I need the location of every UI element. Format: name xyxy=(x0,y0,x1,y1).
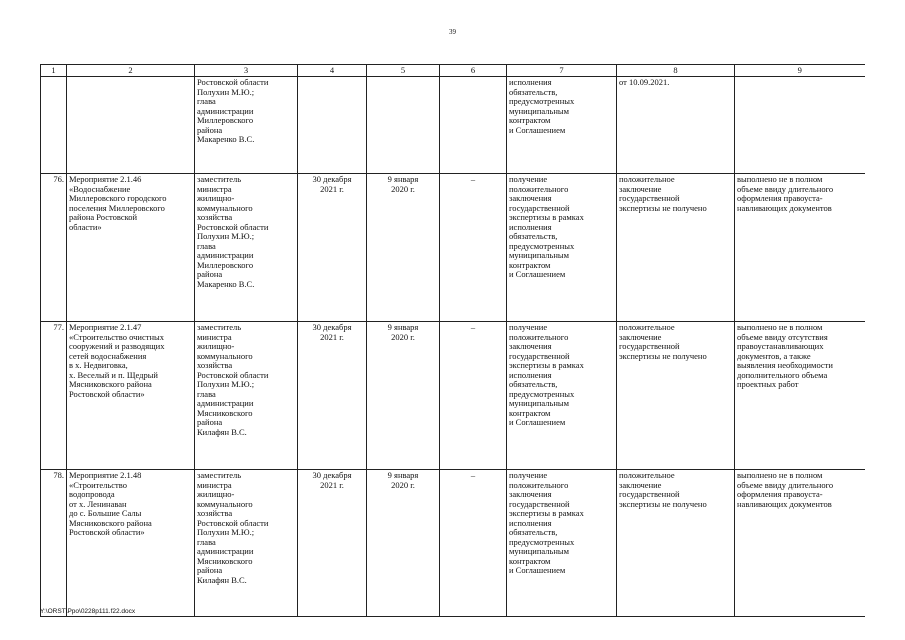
cell-line: государственной xyxy=(509,350,570,361)
page-number: 39 xyxy=(449,28,456,36)
cell-line: положительного xyxy=(509,479,569,490)
cell-line: обязательств, xyxy=(509,231,558,241)
cell-line: и Соглашением xyxy=(509,269,566,279)
cell-planned-date xyxy=(298,174,367,322)
cell-line: выявления необходимости xyxy=(737,360,833,370)
cell-num: 78. xyxy=(41,470,67,617)
table-row xyxy=(41,174,865,322)
cell-line: объеме ввиду отсутствия xyxy=(737,331,828,342)
cell-line: Мясниковского xyxy=(197,555,253,566)
cell-line: контрактом xyxy=(509,115,551,125)
cell-line: жилищно- xyxy=(197,341,235,351)
cell-line: Ростовской области xyxy=(197,517,269,528)
cell-line: муниципальным xyxy=(509,250,569,260)
cell-line: государственной xyxy=(509,202,570,213)
cell-line: документов, а также xyxy=(737,350,811,361)
cell-line: 2020 г. xyxy=(391,183,415,194)
cell-line: навливающих документов xyxy=(737,202,832,213)
cell-line: министра xyxy=(197,479,232,490)
cell-line: 2021 г. xyxy=(320,479,344,490)
cell-line: контрактом xyxy=(509,407,551,418)
cell-status xyxy=(617,77,735,174)
column-header: 3 xyxy=(195,65,298,77)
cell-line: администрации xyxy=(197,250,254,260)
cell-line: предусмотренных xyxy=(509,240,575,251)
column-header: 1 xyxy=(41,65,67,77)
cell-line: заключение xyxy=(619,479,662,490)
cell-line: муниципальным xyxy=(509,546,569,556)
cell-line: дополнительного объема xyxy=(737,369,828,380)
cell-line: администрации xyxy=(197,398,254,408)
cell-line: заместитель xyxy=(197,174,242,184)
cell-planned-date xyxy=(298,77,367,174)
cell-line: 2020 г. xyxy=(391,331,415,342)
cell-result xyxy=(507,470,617,617)
cell-status xyxy=(617,174,735,322)
cell-line: положительное xyxy=(619,322,675,332)
cell-col6 xyxy=(440,77,507,174)
cell-num xyxy=(41,77,67,174)
cell-line: Миллеровского xyxy=(197,259,254,270)
cell-line: положительное xyxy=(619,470,675,480)
cell-line: государственной xyxy=(619,489,680,499)
cell-line: Макаренко В.С. xyxy=(197,134,255,144)
cell-col6: – xyxy=(440,322,507,470)
cell-line: министра xyxy=(197,331,232,342)
cell-line: администрации xyxy=(197,546,254,556)
cell-line: водопровода xyxy=(69,489,115,499)
cell-line: обязательств, xyxy=(509,527,558,537)
cell-line: х. Веселый и п. Щедрый xyxy=(69,369,158,380)
cell-actual-date xyxy=(367,322,440,470)
cell-line: 9 января xyxy=(387,322,419,332)
cell-line: заключение xyxy=(619,331,662,342)
cell-line: исполнения xyxy=(509,517,552,528)
table-row-continuation xyxy=(41,77,865,174)
cell-line: предусмотренных xyxy=(509,96,575,106)
cell-line: получение xyxy=(509,174,548,184)
column-header: 6 xyxy=(440,65,507,77)
cell-line: положительного xyxy=(509,331,569,342)
cell-line: и Соглашением xyxy=(509,565,566,575)
cell-line: «Водоснабжение xyxy=(69,183,131,194)
cell-line: заключения xyxy=(509,193,552,203)
column-header: 7 xyxy=(507,65,617,77)
table-row xyxy=(41,470,865,617)
cell-line: глава xyxy=(197,388,216,399)
cell-line: экспертизы не получено xyxy=(619,350,707,361)
cell-line: положительное xyxy=(619,174,675,184)
cell-line: области» xyxy=(69,221,102,232)
cell-line: обязательств, xyxy=(509,379,558,389)
cell-note xyxy=(735,322,865,470)
cell-line: объеме ввиду длительного xyxy=(737,479,834,490)
cell-line: и Соглашением xyxy=(509,124,566,135)
cell-note xyxy=(735,174,865,322)
cell-line: и Соглашением xyxy=(509,417,566,427)
cell-line: Мясниковского xyxy=(197,407,253,418)
cell-line: получение xyxy=(509,322,548,332)
cell-planned-date xyxy=(298,322,367,470)
cell-name xyxy=(67,77,195,174)
cell-line: Ростовской области xyxy=(197,369,269,380)
cell-line: Полухин М.Ю.; xyxy=(197,86,255,97)
cell-line: глава xyxy=(197,240,216,251)
cell-line: Килафян В.С. xyxy=(197,574,247,585)
cell-actual-date xyxy=(367,470,440,617)
cell-num: 76. xyxy=(41,174,67,322)
cell-line: экспертизы не получено xyxy=(619,202,707,213)
cell-line: Ростовской области xyxy=(197,221,269,232)
cell-line: «Строительство xyxy=(69,479,127,490)
cell-executor xyxy=(195,174,298,322)
cell-line: Ростовской области xyxy=(197,77,269,87)
cell-line: Мероприятие 2.1.48 xyxy=(69,470,142,480)
cell-line: Мероприятие 2.1.46 xyxy=(69,174,142,184)
cell-line: предусмотренных xyxy=(509,388,575,399)
cell-line: Килафян В.С. xyxy=(197,426,247,437)
cell-line: исполнения xyxy=(509,369,552,380)
cell-actual-date xyxy=(367,174,440,322)
cell-line: 2021 г. xyxy=(320,183,344,194)
cell-line: оформления правоуста- xyxy=(737,489,823,499)
cell-line: проектных работ xyxy=(737,379,799,389)
cell-line: Полухин М.Ю.; xyxy=(197,379,255,389)
cell-line: Полухин М.Ю.; xyxy=(197,527,255,537)
cell-line: глава xyxy=(197,96,216,106)
footer-file-path: Y:\ORST\Ppo\0228p111.f22.docx xyxy=(40,608,136,615)
cell-line: Миллеровского городского xyxy=(69,193,167,203)
cell-executor xyxy=(195,470,298,617)
table-row xyxy=(41,322,865,470)
cell-line: в х. Недвиговка, xyxy=(69,360,128,370)
cell-line: сетей водоснабжения xyxy=(69,350,147,361)
column-header: 9 xyxy=(735,65,865,77)
cell-name xyxy=(67,470,195,617)
cell-line: государственной xyxy=(509,498,570,509)
report-table xyxy=(40,64,865,617)
table-header-row xyxy=(41,65,865,77)
cell-line: заместитель xyxy=(197,322,242,332)
cell-line: глава xyxy=(197,536,216,547)
cell-line: заключения xyxy=(509,341,552,351)
cell-col6: – xyxy=(440,174,507,322)
cell-col6: – xyxy=(440,470,507,617)
cell-line: 30 декабря xyxy=(312,470,352,480)
cell-line: объеме ввиду длительного xyxy=(737,183,834,194)
cell-line: контрактом xyxy=(509,259,551,270)
cell-line: исполнения xyxy=(509,221,552,232)
cell-line: исполнения xyxy=(509,77,552,87)
cell-result xyxy=(507,322,617,470)
cell-line: 9 января xyxy=(387,470,419,480)
cell-result xyxy=(507,77,617,174)
cell-status xyxy=(617,322,735,470)
cell-line: государственной xyxy=(619,193,680,203)
cell-line: «Строительство очистных xyxy=(69,331,164,342)
column-header: 4 xyxy=(298,65,367,77)
cell-line: заключения xyxy=(509,489,552,499)
cell-line: оформления правоуста- xyxy=(737,193,823,203)
cell-line: Мясниковского района xyxy=(69,517,152,528)
cell-line: экспертизы в рамках xyxy=(509,508,584,518)
cell-line: правоустанавливающих xyxy=(737,341,824,351)
cell-line: коммунального xyxy=(197,498,253,509)
cell-line: контрактом xyxy=(509,555,551,566)
cell-line: района xyxy=(197,565,223,575)
cell-line: 30 декабря xyxy=(312,322,352,332)
column-header: 2 xyxy=(67,65,195,77)
cell-line: министра xyxy=(197,183,232,194)
cell-line: положительного xyxy=(509,183,569,194)
cell-planned-date xyxy=(298,470,367,617)
cell-executor xyxy=(195,77,298,174)
cell-line: жилищно- xyxy=(197,193,235,203)
cell-line: Ростовской области» xyxy=(69,388,145,399)
cell-line: муниципальным xyxy=(509,398,569,408)
cell-line: хозяйства xyxy=(197,508,233,518)
cell-line: Мясниковского района xyxy=(69,379,152,389)
cell-line: выполнено не в полном xyxy=(737,470,823,480)
cell-executor xyxy=(195,322,298,470)
cell-line: государственной xyxy=(619,341,680,351)
cell-line: до с. Большие Салы xyxy=(69,508,142,518)
cell-line: Ростовской области» xyxy=(69,527,145,537)
cell-line: 2020 г. xyxy=(391,479,415,490)
cell-line: экспертизы в рамках xyxy=(509,212,584,222)
cell-line: 9 января xyxy=(387,174,419,184)
cell-line: жилищно- xyxy=(197,489,235,499)
cell-line: администрации xyxy=(197,105,254,116)
cell-line: навливающих документов xyxy=(737,498,832,509)
cell-line: поселения Миллеровского xyxy=(69,202,165,213)
cell-line: района xyxy=(197,269,223,279)
cell-line: района xyxy=(197,417,223,427)
cell-line: Миллеровского xyxy=(197,115,254,125)
cell-note xyxy=(735,470,865,617)
cell-line: хозяйства xyxy=(197,212,233,222)
cell-line: заместитель xyxy=(197,470,242,480)
cell-status xyxy=(617,470,735,617)
cell-line: выполнено не в полном xyxy=(737,322,823,332)
cell-line: предусмотренных xyxy=(509,536,575,547)
cell-line: от х. Ленинаван xyxy=(69,498,127,509)
cell-line: экспертизы не получено xyxy=(619,498,707,509)
cell-line: получение xyxy=(509,470,548,480)
cell-line: Мероприятие 2.1.47 xyxy=(69,322,142,332)
cell-line: муниципальным xyxy=(509,105,569,116)
cell-result xyxy=(507,174,617,322)
cell-line: хозяйства xyxy=(197,360,233,370)
cell-line: Макаренко В.С. xyxy=(197,278,255,289)
cell-line: Полухин М.Ю.; xyxy=(197,231,255,241)
cell-name xyxy=(67,174,195,322)
cell-line: от 10.09.2021. xyxy=(619,77,670,87)
cell-name xyxy=(67,322,195,470)
cell-num: 77. xyxy=(41,322,67,470)
cell-line: 2021 г. xyxy=(320,331,344,342)
cell-actual-date xyxy=(367,77,440,174)
cell-line: выполнено не в полном xyxy=(737,174,823,184)
cell-line: района xyxy=(197,124,223,135)
cell-line: района Ростовской xyxy=(69,212,138,222)
cell-line: экспертизы в рамках xyxy=(509,360,584,370)
cell-line: заключение xyxy=(619,183,662,194)
cell-line: обязательств, xyxy=(509,86,558,97)
cell-line: 30 декабря xyxy=(312,174,352,184)
cell-line: коммунального xyxy=(197,202,253,213)
cell-line: коммунального xyxy=(197,350,253,361)
column-header: 8 xyxy=(617,65,735,77)
column-header: 5 xyxy=(367,65,440,77)
cell-line: сооружений и разводящих xyxy=(69,341,165,351)
cell-note xyxy=(735,77,865,174)
